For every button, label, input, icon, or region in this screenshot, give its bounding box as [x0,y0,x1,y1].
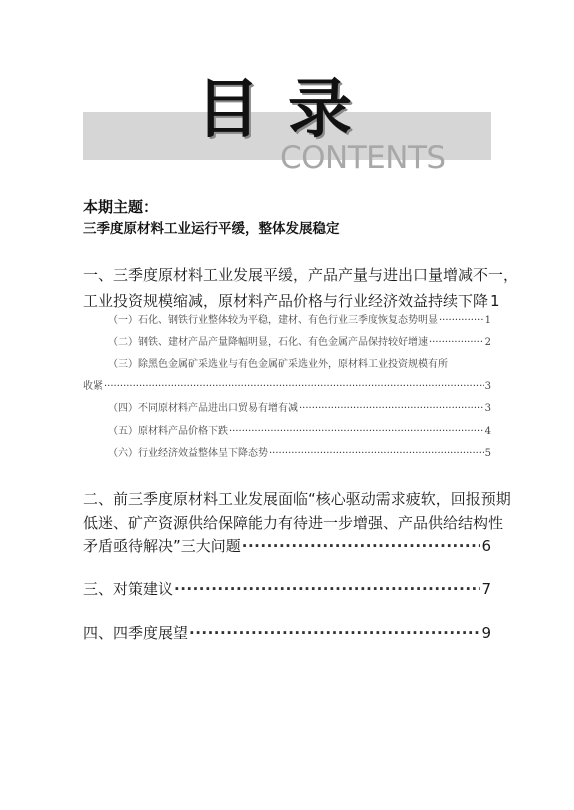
toc-page-number: 7 [481,580,491,598]
toc-section-2-title-cont: 低迷、矿产资源供给保障能力有待进一步增强、产品供给结构性 [83,514,504,532]
toc-sub-1[interactable] [108,313,491,329]
toc-sub-title: （五）原材料产品价格下跌 [108,426,228,437]
toc-leader [269,446,484,462]
toc-sub-title: （一）石化、钢铁行业整体较为平稳，建材、有色行业三季度恢复态势明显 [108,315,438,326]
toc-sub-title-cont: 收紧 [83,381,103,392]
toc-section-1-title-cont: 工业投资规模缩减，原材料产品价格与行业经济效益持续下降 [83,292,489,310]
toc-section-3-title: 三、对策建议 [83,580,174,598]
toc-section-1-title: 一、三季度原材料工业发展平缓，产品产量与进出口量增减不一， [83,266,519,284]
toc-page-number: 3 [484,381,491,392]
toc-sub-title: （六）行业经济效益整体呈下降态势 [108,448,268,459]
toc-leader [229,424,484,440]
toc-sub-4[interactable] [108,401,491,417]
toc-section-4-title: 四、四季度展望 [83,624,189,642]
toc-section-4[interactable] [83,622,491,644]
toc-section-2-line-3[interactable] [83,535,491,557]
toc-page-number: 5 [484,448,491,459]
toc-sub-3[interactable] [108,357,491,373]
toc-leader [242,535,481,557]
toc-sub-5[interactable] [108,424,491,440]
toc-sub-2[interactable] [108,335,491,351]
toc-section-3[interactable] [83,578,491,600]
toc-section-2-title-end: 矛盾亟待解决”三大问题 [83,537,241,555]
toc-page-number: 1 [490,292,500,310]
toc-page-number: 2 [484,337,491,348]
toc-section-2-line-2[interactable] [83,512,504,534]
toc-page-number: 6 [481,537,491,555]
toc-sub-title: （三）除黑色金属矿采选业与有色金属矿采选业外，原材料工业投资规模有所 [108,359,448,370]
toc-section-2-title: 二、前三季度原材料工业发展面临“核心驱动需求疲软，回报预期 [83,490,511,508]
page-subtitle: CONTENTS [280,140,446,176]
toc-page-number: 3 [484,403,491,414]
theme-text: 三季度原材料工业运行平缓，整体发展稳定 [83,221,340,237]
toc-section-1-line-2[interactable] [83,290,500,312]
toc-section-2-line-1[interactable] [83,488,511,510]
toc-page-number: 1 [484,315,491,326]
toc-page-number: 9 [481,624,491,642]
toc-leader [104,379,484,395]
toc-leader [299,401,484,417]
toc-leader [439,313,484,329]
toc-sub-title: （四）不同原材料产品进出口贸易有增有减 [108,403,298,414]
toc-leader [174,578,480,600]
toc-sub-3-cont[interactable] [83,379,491,395]
toc-page-number: 4 [484,426,491,437]
toc-section-1-line-1[interactable] [83,264,519,286]
toc-sub-6[interactable] [108,446,491,462]
theme-label: 本期主题： [83,198,159,216]
toc-sub-title: （二）钢铁、建材产品产量降幅明显，石化、有色金属产品保持较好增速 [108,337,428,348]
toc-leader [429,335,484,351]
toc-leader [189,622,480,644]
page-title: 目录 [196,72,380,147]
